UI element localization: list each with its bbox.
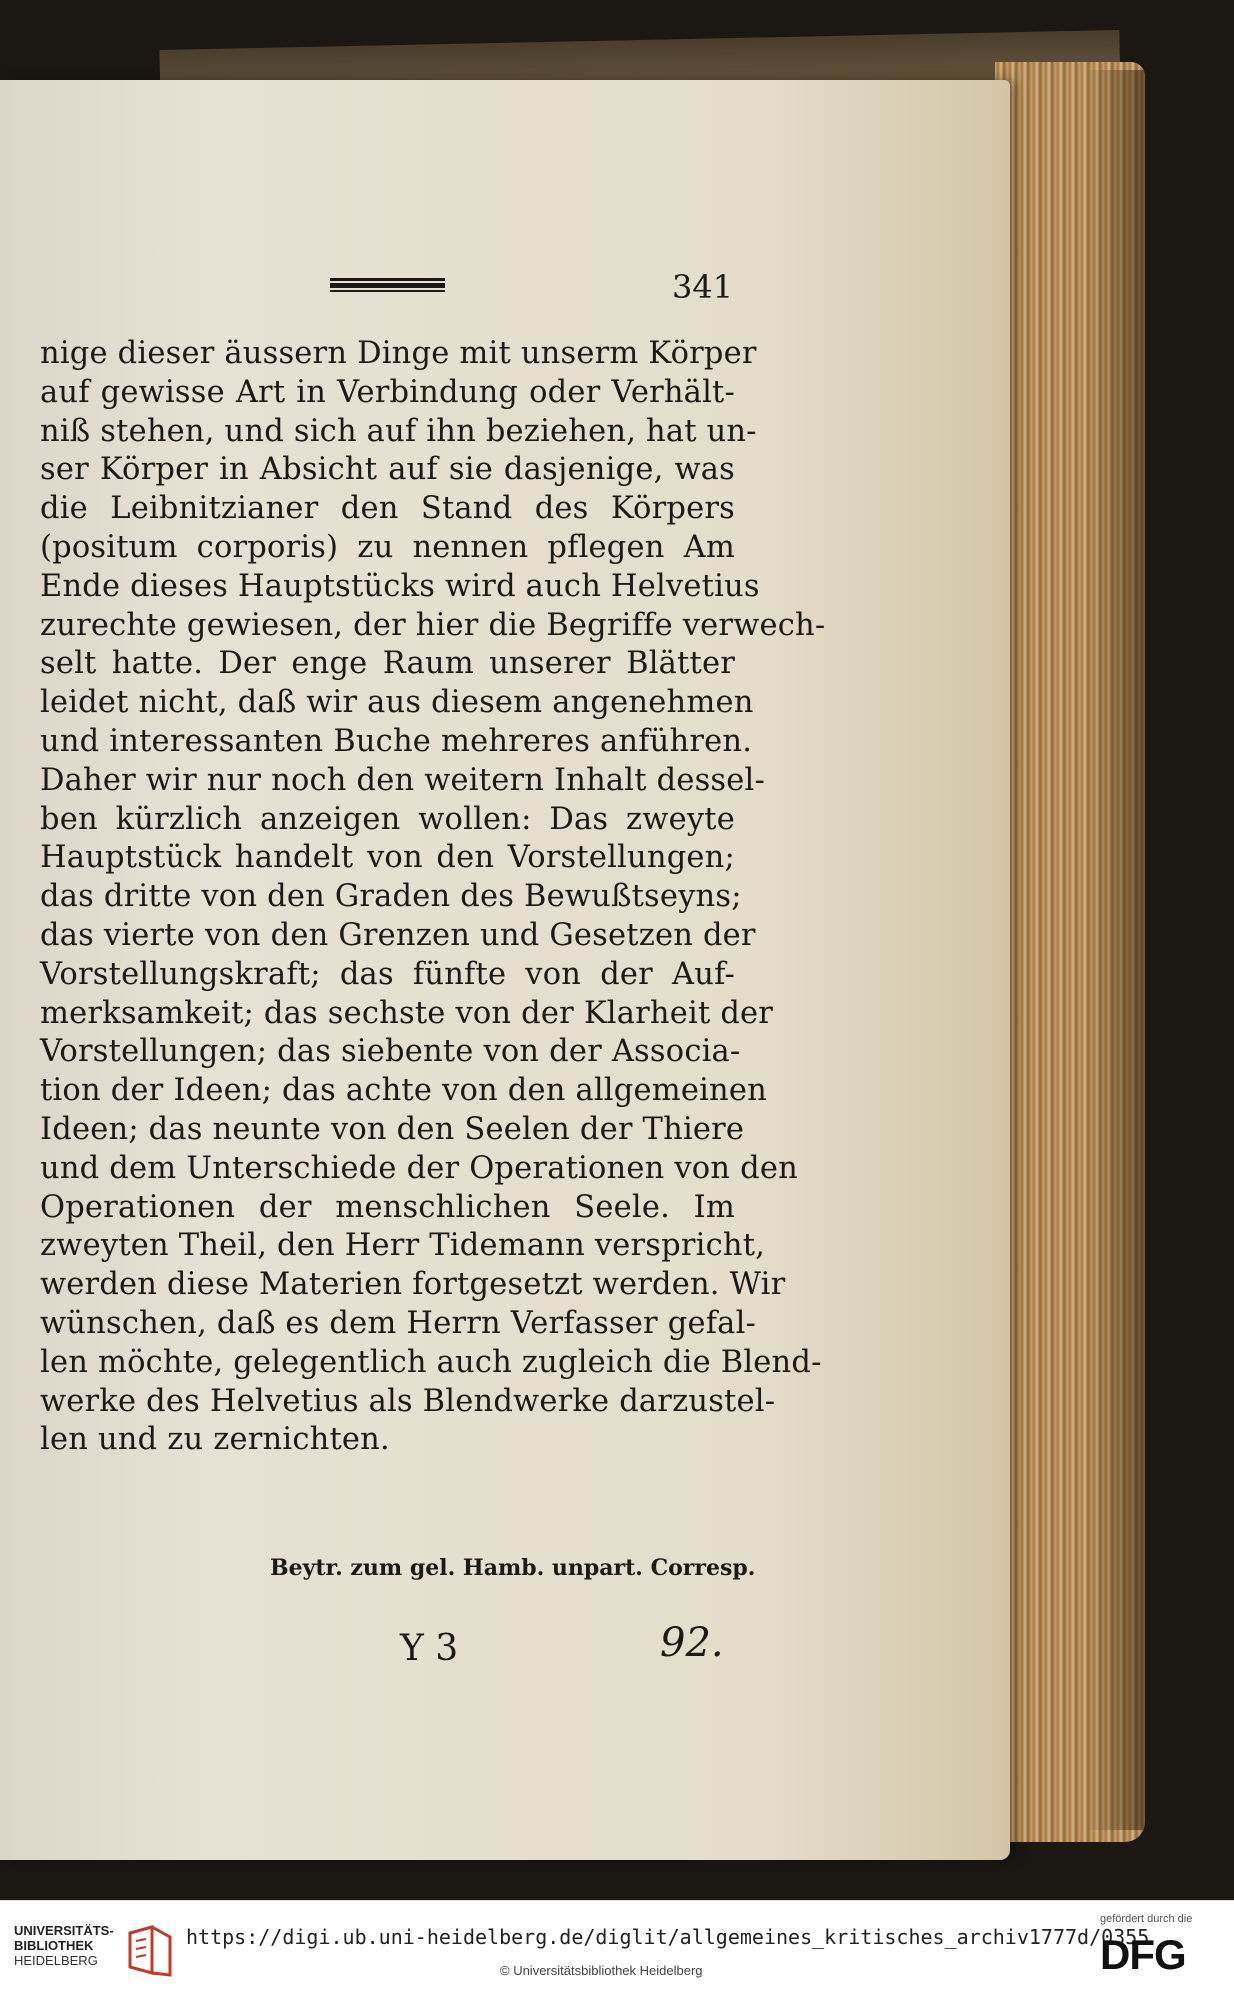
text-line: leidet nicht, daß wir aus diesem angenehmen — [40, 685, 754, 721]
library-name-line1: UNIVERSITÄTS- — [14, 1923, 114, 1938]
text-line: tion der Ideen; das achte von den allgemeinen — [40, 1073, 767, 1109]
library-name-line2: BIBLIOTHEK — [14, 1938, 94, 1953]
text-line: Daher wir nur noch den weitern Inhalt dessel- — [40, 762, 765, 798]
fore-edge-shadow — [1085, 70, 1145, 1830]
text-line: Hauptstück handelt von den Vorstellungen; — [40, 840, 735, 876]
library-logo-icon — [122, 1923, 178, 1979]
library-name-line3: HEIDELBERG — [14, 1953, 98, 1968]
text-line: werden diese Materien fortgesetzt werden. Wir — [40, 1267, 786, 1303]
viewer-footer — [0, 1900, 1234, 1989]
handwritten-page-note: 92. — [660, 1620, 724, 1666]
text-line: Vorstellungen; das siebente von der Associa- — [40, 1034, 741, 1070]
body-text — [40, 335, 826, 1460]
text-line: Operationen der menschlichen Seele. Im — [40, 1189, 735, 1225]
text-line: ben kürzlich anzeigen wollen: Das zweyte — [40, 801, 735, 837]
text-line: werke des Helvetius als Blendwerke darzustel- — [40, 1383, 776, 1419]
permalink-url[interactable]: https://digi.ub.uni-heidelberg.de/diglit/allgemeines_kritisches_archiv1777d/0355 — [186, 1925, 1150, 1949]
text-line: nige dieser äussern Dinge mit unserm Körper — [40, 336, 757, 371]
text-line: zurechte gewiesen, der hier die Begriffe verwech- — [40, 607, 826, 643]
text-line: len möchte, gelegentlich auch zugleich die Blend- — [40, 1344, 822, 1380]
text-line: und dem Unterschiede der Operationen von den — [40, 1150, 798, 1186]
signature-mark: Y 3 — [400, 1628, 459, 1669]
page-number: 341 — [672, 268, 734, 306]
text-line: Ende dieses Hauptstücks wird auch Helvetius — [40, 568, 760, 604]
dfg-logo[interactable]: DFG — [1100, 1931, 1186, 1978]
header-rule — [330, 278, 445, 290]
text-line: Vorstellungskraft; das fünfte von der Auf- — [40, 956, 735, 992]
text-line: zweyten Theil, den Herr Tidemann verspricht, — [40, 1228, 766, 1264]
text-line: Ideen; das neunte von den Seelen der Thiere — [40, 1111, 745, 1147]
text-line: auf gewisse Art in Verbindung oder Verhält- — [40, 374, 735, 410]
text-line: wünschen, daß es dem Herrn Verfasser gefal- — [40, 1305, 757, 1341]
text-line: merksamkeit; das sechste von der Klarheit der — [40, 995, 774, 1031]
copyright-notice: © Universitätsbibliothek Heidelberg — [500, 1963, 703, 1978]
book-page — [0, 80, 1010, 1860]
text-line: len und zu zernichten. — [40, 1422, 390, 1458]
source-citation: Beytr. zum gel. Hamb. unpart. Corresp. — [270, 1555, 756, 1581]
text-line: und interessanten Buche mehreres anführen. — [40, 723, 753, 759]
text-line: ser Körper in Absicht auf sie dasjenige, was — [40, 452, 735, 488]
library-logo[interactable] — [14, 1923, 174, 1979]
text-line: die Leibnitzianer den Stand des Körpers — [40, 491, 735, 527]
text-line: das dritte von den Graden des Bewußtseyns; — [40, 879, 742, 915]
text-line: das vierte von den Grenzen und Gesetzen der — [40, 917, 756, 953]
text-line: (positum corporis) zu nennen pflegen Am — [40, 529, 735, 565]
text-line: selt hatte. Der enge Raum unserer Blätter — [40, 646, 735, 682]
funding-label: gefördert durch die — [1100, 1913, 1193, 1925]
text-line: niß stehen, und sich auf ihn beziehen, hat un- — [40, 413, 757, 449]
